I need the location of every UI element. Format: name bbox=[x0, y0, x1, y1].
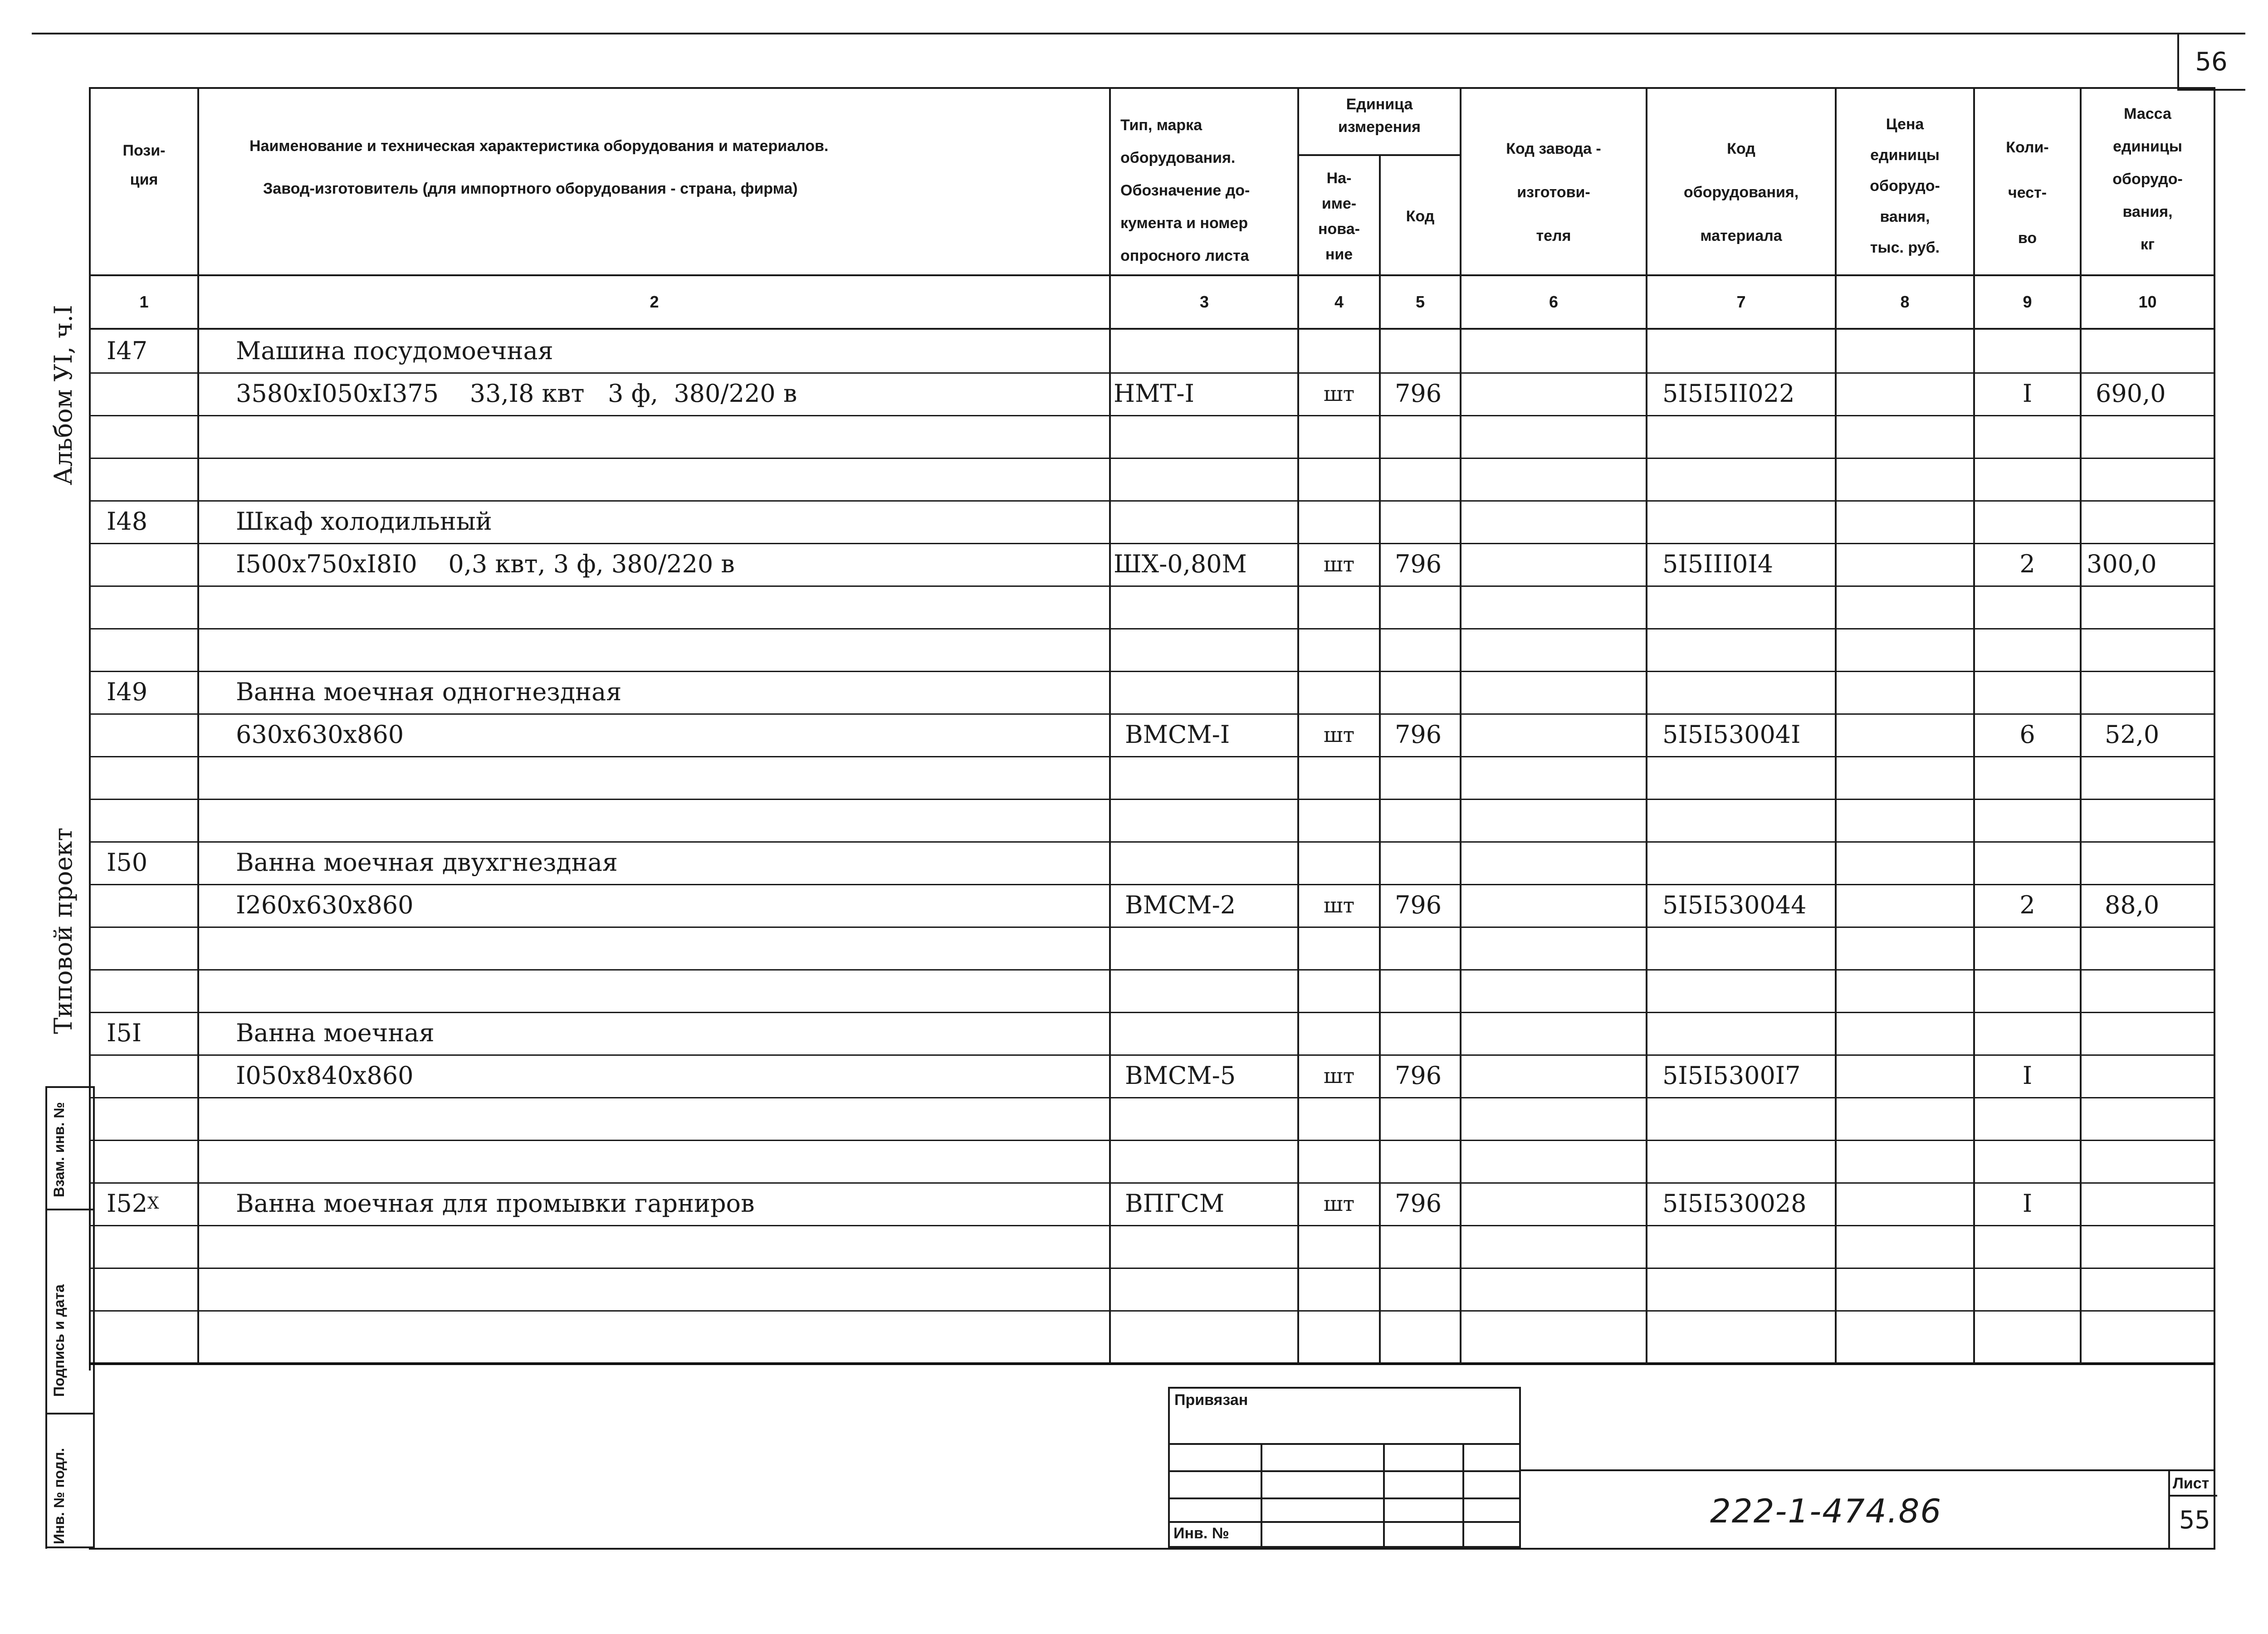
header-eqcode-1: Код bbox=[1727, 140, 1755, 157]
header-type-line5: опросного листа bbox=[1120, 247, 1249, 264]
body-row-line bbox=[89, 1097, 2215, 1098]
header-factory-3: теля bbox=[1536, 227, 1571, 244]
stamp-inv-orig: Инв. № подл. bbox=[51, 1448, 67, 1544]
bound-stamp bbox=[1168, 1387, 1521, 1548]
item-unit: шт bbox=[1323, 1063, 1355, 1088]
item-quantity: I bbox=[2022, 1061, 2033, 1090]
table-body-bottom bbox=[89, 1362, 2215, 1365]
header-type bbox=[1111, 109, 1306, 272]
header-price-4: вания, bbox=[1880, 208, 1930, 225]
header-mass-5: кг bbox=[2140, 236, 2155, 253]
header-equipment-code bbox=[1647, 127, 1835, 258]
item-unit: шт bbox=[1323, 893, 1355, 917]
stamp-divider-2 bbox=[45, 1209, 94, 1210]
header-type-line2: оборудования. bbox=[1120, 149, 1236, 166]
header-unit-name bbox=[1299, 166, 1379, 267]
item-type: ВМСМ-5 bbox=[1125, 1061, 1236, 1090]
body-row-line bbox=[89, 585, 2215, 587]
colnum-3: 3 bbox=[1199, 293, 1209, 311]
sheet-box-divider bbox=[2170, 1495, 2217, 1497]
colnum-1: 1 bbox=[139, 293, 149, 311]
header-name bbox=[200, 132, 1109, 203]
stamp-column-right bbox=[93, 1086, 95, 1549]
header-type-line4: кумента и номер bbox=[1120, 215, 1248, 232]
header-price-1: Цена bbox=[1886, 116, 1924, 133]
bound-col-2 bbox=[1383, 1443, 1385, 1547]
colnum-8: 8 bbox=[1900, 293, 1910, 311]
colnum-7: 7 bbox=[1736, 293, 1746, 311]
item-spec: I050x840x860 bbox=[236, 1061, 414, 1090]
header-unit-name-2: име- bbox=[1321, 195, 1357, 212]
item-unit-code: 796 bbox=[1395, 550, 1442, 578]
header-price-3: оборудо- bbox=[1870, 177, 1940, 195]
item-quantity: I bbox=[2022, 379, 2033, 408]
stamp-sign-date: Подпись и дата bbox=[51, 1284, 67, 1397]
body-row-line bbox=[89, 1268, 2215, 1269]
item-unit: шт bbox=[1323, 381, 1355, 406]
sheet-box bbox=[2168, 1469, 2215, 1550]
item-spec: 630x630x860 bbox=[236, 720, 404, 749]
item-unit: шт bbox=[1323, 552, 1355, 576]
item-unit-code: 796 bbox=[1395, 1189, 1442, 1218]
item-position: I47 bbox=[107, 337, 148, 365]
item-position: I49 bbox=[107, 678, 148, 706]
top-rule bbox=[32, 33, 2245, 34]
sheet-number: 55 bbox=[2179, 1506, 2210, 1534]
item-quantity: 2 bbox=[2019, 550, 2035, 578]
col-divider-2 bbox=[1109, 87, 1111, 1364]
item-name: Машина посудомоечная bbox=[236, 337, 553, 365]
item-position: I48 bbox=[107, 507, 148, 536]
header-unit-line1: Единица bbox=[1346, 96, 1413, 113]
item-quantity: I bbox=[2022, 1189, 2033, 1218]
colnum-6: 6 bbox=[1549, 293, 1559, 311]
frame-bottom bbox=[89, 1548, 2215, 1550]
item-equipment-code: 5I5I5II022 bbox=[1662, 379, 1795, 408]
item-equipment-code: 5I5I53004I bbox=[1662, 720, 1801, 749]
header-mass bbox=[2082, 98, 2214, 261]
col-divider-5 bbox=[1460, 87, 1461, 1364]
item-position: I50 bbox=[107, 848, 148, 877]
header-factory-2: изготови- bbox=[1517, 184, 1590, 201]
body-row-line bbox=[89, 1225, 2215, 1226]
item-equipment-code: 5I5I530028 bbox=[1662, 1189, 1807, 1218]
header-unit-group bbox=[1299, 93, 1460, 138]
header-mass-1: Масса bbox=[2124, 105, 2171, 122]
header-price-2: единицы bbox=[1870, 146, 1940, 164]
sheet-label: Лист bbox=[2173, 1475, 2209, 1492]
top-sheet-number: 56 bbox=[2195, 47, 2228, 77]
header-unit-code: Код bbox=[1406, 208, 1435, 225]
col-divider-1 bbox=[197, 87, 199, 1364]
colnum-4: 4 bbox=[1334, 293, 1344, 311]
header-unit-name-1: На- bbox=[1326, 170, 1352, 187]
item-mass: 690,0 bbox=[2096, 379, 2166, 408]
header-position-line1: Пози- bbox=[122, 142, 166, 159]
inventory-label: Инв. № bbox=[1173, 1525, 1229, 1542]
item-mass: 52,0 bbox=[2105, 720, 2160, 749]
item-name: Ванна моечная для промывки гарниров bbox=[236, 1189, 755, 1218]
colnum-10: 10 bbox=[2138, 293, 2157, 311]
item-spec: I500x750xI8I0 0,3 квт, 3 ф, 380/220 в bbox=[236, 550, 735, 578]
body-row-line bbox=[89, 1140, 2215, 1141]
header-mass-2: единицы bbox=[2113, 138, 2182, 155]
body-row-line bbox=[89, 1310, 2215, 1312]
unit-group-divider bbox=[1297, 154, 1461, 156]
col-divider-9 bbox=[2080, 87, 2082, 1364]
header-mass-3: оборудо- bbox=[2112, 171, 2183, 188]
bound-row-2 bbox=[1170, 1470, 1519, 1472]
item-unit-code: 796 bbox=[1395, 891, 1442, 919]
header-eqcode-2: оборудования, bbox=[1683, 184, 1799, 201]
stamp-divider-1 bbox=[45, 1086, 94, 1088]
bound-col-1 bbox=[1261, 1443, 1262, 1547]
item-type: ШХ-0,80М bbox=[1114, 550, 1247, 578]
body-row-line bbox=[89, 415, 2215, 416]
item-type: ВПГСМ bbox=[1125, 1189, 1225, 1218]
header-unit-name-4: ние bbox=[1325, 246, 1353, 263]
header-name-line2: Завод-изготовитель (для импортного оборудования - страна, фирма) bbox=[263, 180, 798, 197]
header-mass-4: вания, bbox=[2122, 203, 2173, 220]
item-spec: 3580xI050xI375 33,I8 квт 3 ф, 380/220 в bbox=[236, 379, 797, 408]
stamp-inv-sub: Взам. инв. № bbox=[51, 1102, 67, 1197]
body-row-line bbox=[89, 628, 2215, 629]
colnum-9: 9 bbox=[2023, 293, 2032, 311]
bound-row-1 bbox=[1170, 1443, 1519, 1445]
item-name: Ванна моечная двухгнездная bbox=[236, 848, 618, 877]
header-quantity bbox=[1975, 125, 2080, 261]
item-equipment-code: 5I5III0I4 bbox=[1662, 550, 1774, 578]
item-type: ВМСМ-I bbox=[1125, 720, 1230, 749]
item-name: Ванна моечная одногнездная bbox=[236, 678, 622, 706]
colnum-5: 5 bbox=[1415, 293, 1425, 311]
col-divider-7 bbox=[1835, 87, 1837, 1364]
header-price-5: тыс. руб. bbox=[1870, 239, 1940, 256]
bound-row-3 bbox=[1170, 1497, 1519, 1499]
header-type-line1: Тип, марка bbox=[1120, 117, 1202, 134]
item-equipment-code: 5I5I530044 bbox=[1662, 891, 1807, 919]
item-unit-code: 796 bbox=[1395, 720, 1442, 749]
body-row-line bbox=[89, 799, 2215, 800]
bound-row-4 bbox=[1170, 1521, 1519, 1523]
table-header-bottom bbox=[89, 274, 2215, 276]
item-unit: шт bbox=[1323, 722, 1355, 747]
item-position bbox=[107, 1182, 159, 1225]
item-mass: 300,0 bbox=[2087, 550, 2157, 578]
header-unit-name-3: нова- bbox=[1318, 220, 1360, 238]
top-number-box-left bbox=[2177, 33, 2179, 91]
bound-col-3 bbox=[1462, 1443, 1464, 1547]
item-equipment-code: 5I5I5300I7 bbox=[1662, 1061, 1801, 1090]
col-divider-6 bbox=[1646, 87, 1647, 1364]
body-row-line bbox=[89, 927, 2215, 928]
document-code: 222-1-474.86 bbox=[1710, 1492, 1942, 1530]
album-label: Альбом УI, ч.I bbox=[49, 305, 78, 485]
item-quantity: 6 bbox=[2019, 720, 2035, 749]
body-row-line bbox=[89, 756, 2215, 757]
header-qty-2: чест- bbox=[2008, 184, 2047, 201]
body-row-line bbox=[89, 458, 2215, 459]
item-type: НМТ-I bbox=[1114, 379, 1194, 408]
top-number-box-bottom bbox=[2177, 89, 2245, 91]
body-row-line bbox=[89, 969, 2215, 971]
stamp-divider-3 bbox=[45, 1413, 94, 1415]
header-position bbox=[91, 136, 197, 194]
header-eqcode-3: материала bbox=[1700, 227, 1782, 244]
item-quantity: 2 bbox=[2019, 891, 2035, 919]
item-position-superscript: X bbox=[147, 1194, 159, 1213]
header-name-line1: Наименование и техническая характеристика оборудования и материалов. bbox=[249, 137, 829, 155]
bound-label: Привязан bbox=[1174, 1391, 1248, 1409]
item-unit-code: 796 bbox=[1395, 1061, 1442, 1090]
item-unit: шт bbox=[1323, 1191, 1355, 1216]
item-spec: I260x630x860 bbox=[236, 891, 414, 919]
header-price bbox=[1837, 109, 1973, 263]
header-factory-1: Код завода - bbox=[1506, 140, 1601, 157]
item-type: ВМСМ-2 bbox=[1125, 891, 1236, 919]
stamp-column-left bbox=[45, 1086, 47, 1549]
header-factory-code bbox=[1461, 127, 1646, 258]
header-qty-1: Коли- bbox=[2006, 139, 2049, 156]
colnum-2: 2 bbox=[650, 293, 659, 311]
header-type-line3: Обозначение до- bbox=[1120, 182, 1250, 199]
table-top-border bbox=[89, 87, 2215, 89]
item-mass: 88,0 bbox=[2105, 891, 2160, 919]
header-unit-line2: измерения bbox=[1338, 118, 1421, 136]
item-position: I5I bbox=[107, 1019, 142, 1047]
title-block-divider bbox=[1521, 1469, 2215, 1471]
project-label: Типовой проект bbox=[49, 827, 78, 1034]
stamp-divider-4 bbox=[45, 1546, 94, 1548]
header-qty-3: во bbox=[2018, 229, 2037, 247]
item-name: Шкаф холодильный bbox=[236, 507, 492, 536]
header-position-line2: ция bbox=[130, 171, 158, 188]
table-right-border bbox=[2214, 87, 2215, 1550]
item-position-number: I52 bbox=[107, 1189, 148, 1218]
item-name: Ванна моечная bbox=[236, 1019, 435, 1047]
item-unit-code: 796 bbox=[1395, 379, 1442, 408]
